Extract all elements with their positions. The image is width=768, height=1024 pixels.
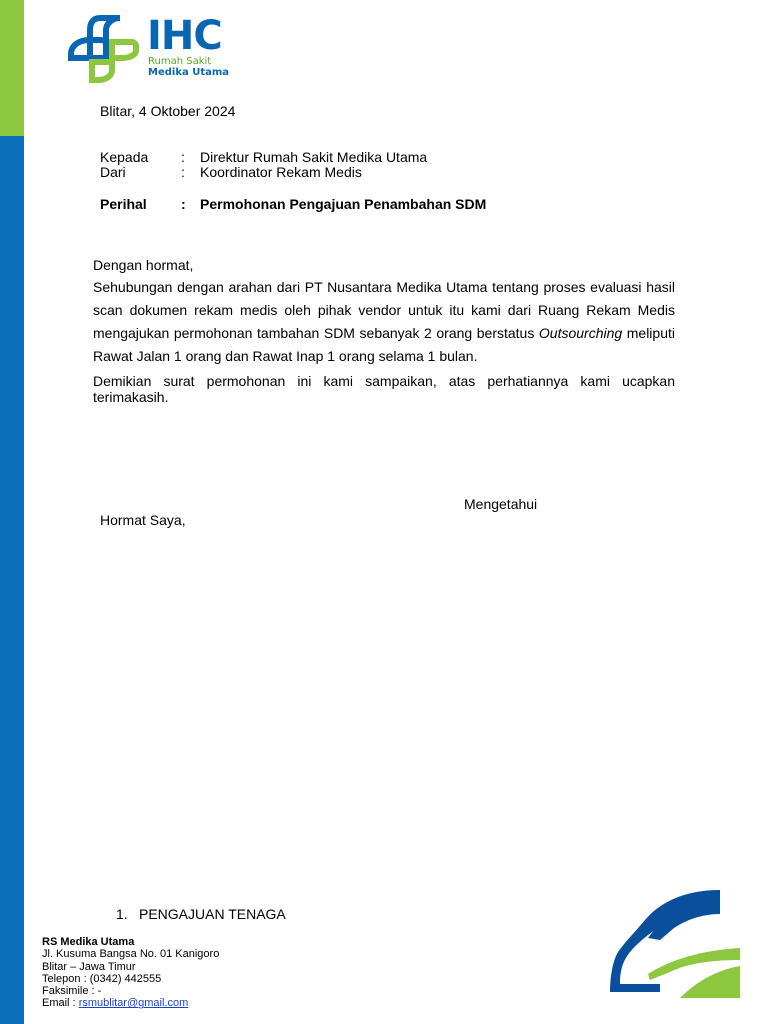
subject-label: Perihal <box>100 196 147 212</box>
logo-line2: Medika Utama <box>148 67 230 78</box>
list-item: PENGAJUAN TENAGA <box>139 906 286 922</box>
body-text-2: meliputi Rawat Jalan 1 orang dan Rawat Inap 1 orang selama 1 bulan. <box>93 325 675 364</box>
logo-line1: Rumah Sakit <box>148 56 212 67</box>
to-value: Direktur Rumah Sakit Medika Utama <box>200 149 428 165</box>
footer-email-row <box>42 997 219 1009</box>
from-separator: : <box>181 164 185 180</box>
acknowledged-label: Mengetahui <box>464 496 538 512</box>
to-separator: : <box>181 149 185 165</box>
footer-fax: Faksimile : - <box>42 985 102 998</box>
footer-address-block <box>42 936 219 1010</box>
subject-value: Permohonan Pengajuan Penambahan SDM <box>200 196 487 212</box>
closing-paragraph: Demikian surat permohonan ini kami sampaikan, atas perhatiannya kami ucapkan terimakasih. <box>93 373 675 405</box>
regards-label: Hormat Saya, <box>100 512 186 528</box>
greeting: Dengan hormat, <box>93 257 194 273</box>
footer-phone: Telepon : (0342) 442555 <box>42 972 162 985</box>
decorative-leaf-logo-icon <box>590 880 750 1010</box>
from-value: Koordinator Rekam Medis <box>200 164 362 180</box>
body-text-1: Sehubungan dengan arahan dari PT Nusantara Medika Utama tentang proses evaluasi hasil scan dokumen rekam medis oleh pihak vendor untuk itu kami dari Ruang Rekam Medis mengajukan permohonan tambahan SDM sebanyak 2 orang berstatus <box>93 279 675 341</box>
letter-date: Blitar, 4 Oktober 2024 <box>100 103 236 119</box>
footer-name: RS Medika Utama <box>42 936 135 948</box>
from-label: Dari <box>100 164 126 180</box>
body-text-italic: Outsourching <box>538 325 623 341</box>
logo-brand: IHC <box>147 13 222 59</box>
to-label: Kepada <box>100 149 149 165</box>
side-bar-green <box>0 0 24 136</box>
subject-separator: : <box>181 196 186 212</box>
footer-email-link[interactable]: rsmublitar@gmail.com <box>78 997 189 1010</box>
footer-email-label: Email : <box>42 997 79 1010</box>
body-paragraph <box>93 276 675 368</box>
footer-address: Jl. Kusuma Bangsa No. 01 Kanigoro <box>42 948 220 961</box>
list-number: 1. <box>116 906 128 922</box>
side-bar-blue <box>0 136 24 1024</box>
footer-city: Blitar – Jawa Timur <box>42 960 136 973</box>
